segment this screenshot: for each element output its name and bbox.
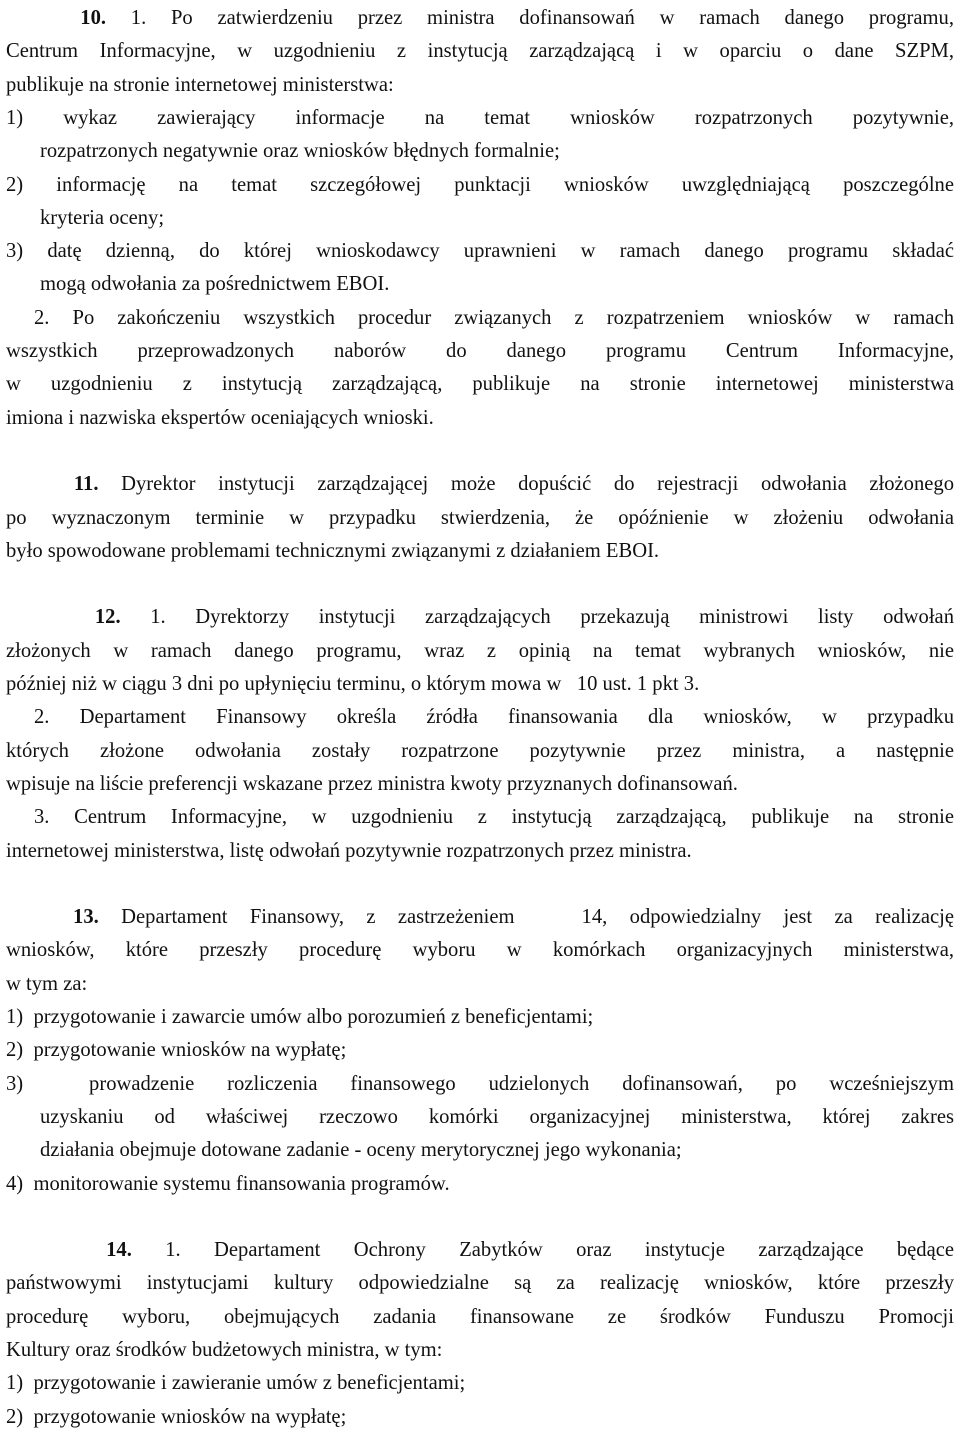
text-line	[6, 468, 954, 500]
text-line	[40, 202, 954, 234]
text-line	[6, 735, 954, 767]
text-segment: 2) przygotowanie wniosków na wypłatę;	[6, 1405, 347, 1428]
text-segment: było spowodowane problemami technicznymi związanymi z działaniem EBOI.	[6, 539, 660, 562]
text-line	[6, 835, 954, 867]
text-line	[6, 1267, 954, 1299]
text-line	[6, 1234, 954, 1266]
text-segment: uzyskaniu od właściwej rzeczowo komórki organizacyjnej ministerstwa, której zakres	[40, 1105, 954, 1128]
text-line	[40, 135, 954, 167]
text-segment: wniosków, które przeszły procedurę wyboru w komórkach organizacyjnych ministerstwa,	[6, 939, 954, 962]
text-line	[6, 169, 954, 201]
text-segment: państwowymi instytucjami kultury odpowiedzialne są za realizację wniosków, które przeszły	[6, 1272, 954, 1295]
text-line	[6, 601, 954, 633]
text-line	[6, 1001, 954, 1033]
text-segment: których złożone odwołania zostały rozpatrzone pozytywnie przez ministra, a następnie	[6, 739, 954, 762]
text-segment: wpisuje na liście preferencji wskazane przez ministra kwoty przyznanych dofinansowań.	[6, 772, 738, 795]
text-line	[6, 2, 954, 34]
text-segment: publikuje na stronie internetowej ministerstwa:	[6, 73, 394, 96]
text-line	[6, 1367, 954, 1399]
text-segment: Kultury oraz środków budżetowych ministra, w tym:	[6, 1339, 443, 1361]
text-segment: 2) informację na temat szczegółowej punktacji wniosków uwzględniającą poszczególne	[6, 173, 954, 196]
text-line	[6, 635, 954, 667]
text-segment: 1) przygotowanie i zawieranie umów z beneficjentami;	[6, 1372, 466, 1395]
text-segment: Dyrektor instytucji zarządzającej może dopuścić do rejestracji odwołania złożonego	[98, 473, 954, 496]
text-segment: rozpatrzonych negatywnie oraz wniosków błędnych formalnie;	[40, 140, 560, 163]
text-segment: procedurę wyboru, obejmujących zadania finansowane ze środków Funduszu Promocji	[6, 1305, 954, 1328]
text-segment: po wyznaczonym terminie w przypadku stwierdzenia, że opóźnienie w złożeniu odwołania	[6, 506, 954, 529]
text-line	[40, 268, 954, 300]
text-line	[6, 535, 954, 567]
text-line	[6, 1168, 954, 1200]
text-line	[34, 302, 954, 334]
text-line	[6, 934, 954, 966]
text-line	[6, 968, 954, 1000]
text-line	[34, 801, 954, 833]
text-line	[6, 1334, 954, 1366]
text-segment: 1. Po zatwierdzeniu przez ministra dofinansowań w ramach danego programu,	[106, 7, 954, 29]
section-number: 10.	[6, 7, 107, 29]
text-line	[6, 35, 954, 67]
text-line	[6, 901, 954, 933]
text-line	[6, 502, 954, 534]
text-line	[6, 235, 954, 267]
text-line	[6, 1034, 954, 1066]
text-line	[6, 768, 954, 800]
text-segment: działania obejmuje dotowane zadanie - oceny merytorycznej jego wykonania;	[40, 1139, 682, 1162]
text-segment: 2. Departament Finansowy określa źródła finansowania dla wniosków, w przypadku	[34, 706, 954, 729]
text-line	[6, 402, 954, 434]
text-segment: imiona i nazwiska ekspertów oceniających wnioski.	[6, 406, 434, 429]
text-line	[40, 1134, 954, 1166]
text-line	[6, 368, 954, 400]
text-segment: wszystkich przeprowadzonych naborów do danego programu Centrum Informacyjne,	[6, 340, 954, 362]
text-segment: w uzgodnieniu z instytucją zarządzającą, publikuje na stronie internetowej ministerstwa	[6, 373, 954, 396]
section-number: 14.	[6, 1239, 132, 1262]
text-segment: Departament Finansowy, z zastrzeżeniem 14, odpowiedzialny jest za realizację	[98, 906, 954, 929]
text-line	[6, 335, 954, 367]
text-segment: złożonych w ramach danego programu, wraz z opinią na temat wybranych wniosków, nie	[6, 639, 954, 662]
text-line	[34, 701, 954, 733]
text-segment: 4) monitorowanie systemu finansowania programów.	[6, 1172, 450, 1195]
text-line	[6, 1301, 954, 1333]
text-line	[40, 1101, 954, 1133]
text-segment: mogą odwołania za pośrednictwem EBOI.	[40, 273, 390, 296]
text-segment: 1) wykaz zawierający informacje na temat wniosków rozpatrzonych pozytywnie,	[6, 106, 954, 129]
text-segment: 3) datę dzienną, do której wnioskodawcy uprawnieni w ramach danego programu składać	[6, 240, 954, 263]
text-segment: 1. Departament Ochrony Zabytków oraz instytucje zarządzające będące	[131, 1239, 954, 1262]
text-segment: później niż w ciągu 3 dni po upłynięciu terminu, o którym mowa w 10 ust. 1 pkt 3.	[6, 673, 700, 695]
text-segment: 3. Centrum Informacyjne, w uzgodnieniu z instytucją zarządzającą, publikuje na stronie	[34, 806, 954, 829]
text-segment: Centrum Informacyjne, w uzgodnieniu z instytucją zarządzającą i w oparciu o dane SZPM,	[6, 40, 954, 63]
text-segment: 2. Po zakończeniu wszystkich procedur związanych z rozpatrzeniem wniosków w ramach	[34, 306, 954, 329]
text-segment: 3) prowadzenie rozliczenia finansowego udzielonych dofinansowań, po wcześniejszym	[6, 1072, 954, 1095]
section-number: 12.	[6, 606, 121, 629]
text-line	[6, 668, 954, 700]
text-line	[6, 69, 954, 101]
text-segment: internetowej ministerstwa, listę odwołań pozytywnie rozpatrzonych przez ministra.	[6, 839, 692, 862]
text-segment: 1. Dyrektorzy instytucji zarządzających przekazują ministrowi listy odwołań	[120, 606, 954, 629]
text-segment: w tym za:	[6, 972, 88, 995]
section-number: 11.	[6, 473, 99, 496]
section-number: 13.	[6, 906, 99, 929]
text-segment: 1) przygotowanie i zawarcie umów albo porozumień z beneficjentami;	[6, 1006, 594, 1028]
text-segment: 2) przygotowanie wniosków na wypłatę;	[6, 1039, 347, 1062]
text-segment: kryteria oceny;	[40, 206, 165, 229]
text-line	[6, 1068, 954, 1100]
text-line	[6, 102, 954, 134]
